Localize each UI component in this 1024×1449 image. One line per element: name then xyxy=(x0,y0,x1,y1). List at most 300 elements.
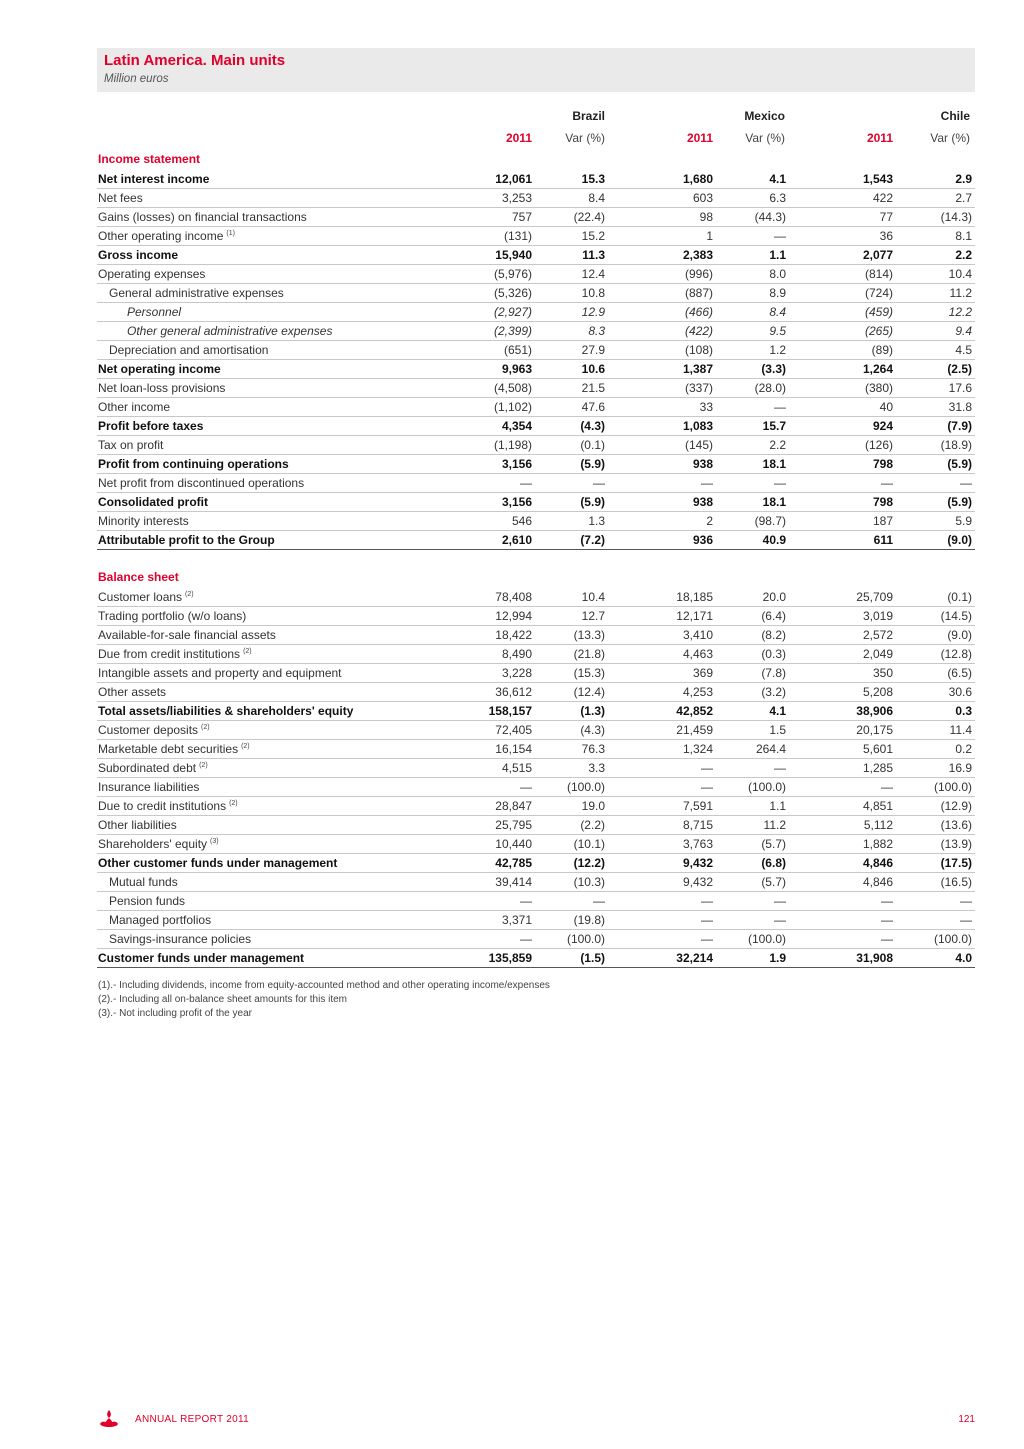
table-cell: (459) xyxy=(864,305,893,319)
table-cell: (1.3) xyxy=(580,704,605,718)
column-var-brazil: Var (%) xyxy=(565,131,605,145)
row-label-text: Depreciation and amortisation xyxy=(109,343,269,357)
table-row xyxy=(97,226,975,246)
table-cell: 264.4 xyxy=(755,742,786,756)
table-cell: 1.9 xyxy=(769,951,786,965)
table-cell: 3,019 xyxy=(862,609,893,623)
table-cell: 42,785 xyxy=(495,856,532,870)
table-row xyxy=(97,207,975,227)
table-cell: 76.3 xyxy=(581,742,605,756)
table-cell: 1.1 xyxy=(769,248,786,262)
table-cell: 422 xyxy=(872,191,893,205)
table-cell: (98.7) xyxy=(754,514,786,528)
table-header-box xyxy=(97,48,975,92)
table-cell: 10.4 xyxy=(581,590,605,604)
table-cell: (145) xyxy=(684,438,713,452)
table-row xyxy=(97,644,975,664)
table-cell: 4,463 xyxy=(682,647,713,661)
table-cell: 0.2 xyxy=(955,742,972,756)
table-cell: 546 xyxy=(511,514,532,528)
row-label xyxy=(98,381,225,395)
table-cell: (5.9) xyxy=(947,457,972,471)
table-cell: (2.2) xyxy=(580,818,605,832)
table-cell: 8.9 xyxy=(769,286,786,300)
table-cell: — xyxy=(520,476,532,490)
table-cell: 36 xyxy=(879,229,893,243)
table-cell: 8.4 xyxy=(769,305,786,319)
table-row xyxy=(97,872,975,892)
table-cell: (1.5) xyxy=(580,951,605,965)
table-cell: 10.4 xyxy=(948,267,972,281)
table-cell: 15.2 xyxy=(581,229,605,243)
table-cell: 12.9 xyxy=(581,305,605,319)
table-cell: 187 xyxy=(872,514,893,528)
table-cell: — xyxy=(593,476,605,490)
table-cell: (5.9) xyxy=(947,495,972,509)
table-cell: 8.3 xyxy=(588,324,605,338)
table-cell: 11.4 xyxy=(949,723,972,737)
row-label-text: Pension funds xyxy=(109,894,186,908)
table-cell: 8,715 xyxy=(682,818,713,832)
row-label-text: Profit before taxes xyxy=(98,419,204,433)
table-cell: (100.0) xyxy=(566,780,605,794)
row-label-text: Customer loans xyxy=(98,590,183,604)
footnote-3: (3).- Not including profit of the year xyxy=(98,1008,252,1019)
footnote-ref: (2) xyxy=(201,724,210,731)
table-cell: 1.1 xyxy=(769,799,786,813)
table-cell: 9,963 xyxy=(501,362,532,376)
table-cell: 5,601 xyxy=(862,742,893,756)
footnote-ref: (2) xyxy=(241,743,250,750)
table-cell: 1.2 xyxy=(769,343,786,357)
row-label-text: Due from credit institutions xyxy=(98,647,241,661)
row-label-text: Other assets xyxy=(98,685,167,699)
row-label xyxy=(98,666,342,680)
table-cell: 21,459 xyxy=(676,723,713,737)
table-cell: (18.9) xyxy=(940,438,972,452)
table-cell: 12.7 xyxy=(581,609,605,623)
table-cell: — xyxy=(881,894,893,908)
table-cell: 72,405 xyxy=(495,723,532,737)
table-cell: 9,432 xyxy=(682,856,713,870)
table-cell: (814) xyxy=(864,267,893,281)
table-cell: 2 xyxy=(706,514,713,528)
row-label-text: Other general administrative expenses xyxy=(127,324,333,338)
table-cell: 798 xyxy=(872,457,893,471)
santander-flame-icon xyxy=(98,1408,120,1430)
table-cell: (100.0) xyxy=(566,932,605,946)
table-cell: 6.3 xyxy=(769,191,786,205)
table-cell: (651) xyxy=(503,343,532,357)
table-cell: (28.0) xyxy=(754,381,786,395)
row-label xyxy=(98,761,208,775)
table-row xyxy=(97,739,975,759)
table-cell: — xyxy=(701,932,713,946)
table-cell: — xyxy=(520,894,532,908)
table-cell: 3,253 xyxy=(501,191,532,205)
row-label xyxy=(98,837,219,851)
table-cell: (6.8) xyxy=(761,856,786,870)
table-row xyxy=(97,492,975,512)
table-row xyxy=(97,530,975,550)
table-cell: 32,214 xyxy=(676,951,713,965)
table-cell: (44.3) xyxy=(754,210,786,224)
footnote-ref: (3) xyxy=(210,838,219,845)
row-label-text: Tax on profit xyxy=(98,438,164,452)
table-cell: (126) xyxy=(864,438,893,452)
table-cell: 3,410 xyxy=(682,628,713,642)
table-cell: 40 xyxy=(879,400,893,414)
row-label xyxy=(98,362,221,376)
table-cell: 8,490 xyxy=(501,647,532,661)
table-row xyxy=(97,701,975,721)
table-cell: 15,940 xyxy=(495,248,532,262)
table-cell: 11.3 xyxy=(582,248,605,262)
table-cell: 4.0 xyxy=(955,951,972,965)
table-cell: 1,882 xyxy=(862,837,893,851)
table-row xyxy=(97,283,975,303)
table-row xyxy=(97,834,975,854)
table-cell: 9.4 xyxy=(955,324,972,338)
table-cell: (12.9) xyxy=(940,799,972,813)
column-country-chile: Chile xyxy=(940,109,970,123)
table-cell: 31,908 xyxy=(856,951,893,965)
table-cell: 8.0 xyxy=(769,267,786,281)
table-cell: 25,709 xyxy=(856,590,893,604)
table-cell: — xyxy=(774,400,786,414)
table-cell: 16.9 xyxy=(948,761,972,775)
table-row xyxy=(97,188,975,208)
table-cell: 757 xyxy=(511,210,532,224)
table-cell: 1,083 xyxy=(682,419,713,433)
row-label-text: Net interest income xyxy=(98,172,210,186)
table-row xyxy=(97,264,975,284)
table-row xyxy=(97,245,975,265)
table-cell: 2,610 xyxy=(501,533,532,547)
row-label-text: Other operating income xyxy=(98,229,224,243)
table-cell: 4,354 xyxy=(501,419,532,433)
table-cell: 4.1 xyxy=(769,172,786,186)
table-cell: 4,846 xyxy=(862,856,893,870)
table-row xyxy=(97,777,975,797)
row-label-text: Shareholders' equity xyxy=(98,837,208,851)
row-label xyxy=(98,400,170,414)
row-label-text: Subordinated debt xyxy=(98,761,197,775)
column-var-chile: Var (%) xyxy=(930,131,970,145)
row-label xyxy=(109,894,185,908)
table-cell: (14.3) xyxy=(940,210,972,224)
table-row xyxy=(97,359,975,379)
row-label-text: Customer deposits xyxy=(98,723,199,737)
table-cell: 3.3 xyxy=(588,761,605,775)
table-cell: (7.2) xyxy=(580,533,605,547)
row-label-text: Savings-insurance policies xyxy=(109,932,252,946)
row-label xyxy=(98,818,177,832)
footnote-ref: (2) xyxy=(243,648,252,655)
table-cell: 36,612 xyxy=(495,685,532,699)
table-row xyxy=(97,416,975,436)
table-cell: (887) xyxy=(684,286,713,300)
table-cell: (19.8) xyxy=(573,913,605,927)
table-row xyxy=(97,663,975,683)
table-cell: 2,049 xyxy=(862,647,893,661)
table-row xyxy=(97,853,975,873)
row-label-text: Gross income xyxy=(98,248,179,262)
table-cell: 8.4 xyxy=(588,191,605,205)
table-cell: 40.9 xyxy=(762,533,786,547)
table-cell: 2.2 xyxy=(769,438,786,452)
table-cell: 5.9 xyxy=(955,514,972,528)
row-label-text: Managed portfolios xyxy=(109,913,212,927)
table-cell: (2.5) xyxy=(947,362,972,376)
row-label xyxy=(98,514,189,528)
table-cell: 25,795 xyxy=(495,818,532,832)
row-label xyxy=(98,267,205,281)
table-cell: 18,185 xyxy=(676,590,713,604)
footnote-ref: (2) xyxy=(199,762,208,769)
row-label xyxy=(98,533,275,547)
table-cell: 39,414 xyxy=(495,875,532,889)
row-label-text: Due to credit institutions xyxy=(98,799,227,813)
row-label-text: Minority interests xyxy=(98,514,189,528)
table-row xyxy=(97,473,975,493)
table-cell: (15.3) xyxy=(573,666,605,680)
table-cell: 12,171 xyxy=(676,609,713,623)
column-country-mexico: Mexico xyxy=(744,109,785,123)
table-cell: — xyxy=(701,476,713,490)
table-cell: (13.6) xyxy=(940,818,972,832)
row-label xyxy=(98,172,209,186)
table-cell: 27.9 xyxy=(581,343,605,357)
table-cell: (1,198) xyxy=(493,438,532,452)
table-cell: 1,324 xyxy=(682,742,713,756)
table-cell: (5,326) xyxy=(493,286,532,300)
table-cell: 611 xyxy=(873,533,893,547)
table-cell: 4,253 xyxy=(682,685,713,699)
table-cell: (13.9) xyxy=(940,837,972,851)
row-label xyxy=(127,324,332,338)
table-row xyxy=(97,378,975,398)
table-cell: 5,112 xyxy=(863,818,893,832)
table-cell: (100.0) xyxy=(747,932,786,946)
row-label xyxy=(98,229,235,243)
row-label-text: Net fees xyxy=(98,191,143,205)
row-label xyxy=(98,210,307,224)
table-cell: 8.1 xyxy=(955,229,972,243)
row-label-text: Available-for-sale financial assets xyxy=(98,628,276,642)
row-label xyxy=(98,419,203,433)
table-cell: (2,399) xyxy=(493,324,532,338)
column-year-mexico: 2011 xyxy=(686,131,713,145)
row-label xyxy=(98,590,194,604)
row-label xyxy=(98,476,304,490)
row-label xyxy=(109,343,268,357)
table-cell: 18.1 xyxy=(762,457,786,471)
table-cell: 47.6 xyxy=(581,400,605,414)
row-label xyxy=(109,286,284,300)
column-var-mexico: Var (%) xyxy=(745,131,785,145)
table-cell: (22.4) xyxy=(573,210,605,224)
table-cell: 4,846 xyxy=(862,875,893,889)
table-cell: — xyxy=(774,761,786,775)
row-label-text: Net profit from discontinued operations xyxy=(98,476,305,490)
table-row xyxy=(97,511,975,531)
table-cell: — xyxy=(701,894,713,908)
table-cell: 4,515 xyxy=(501,761,532,775)
table-cell: 38,906 xyxy=(856,704,893,718)
row-label-text: General administrative expenses xyxy=(109,286,284,300)
footnote-ref: (2) xyxy=(185,591,194,598)
table-cell: — xyxy=(960,894,972,908)
table-cell: 924 xyxy=(872,419,893,433)
table-row xyxy=(97,435,975,455)
table-cell: 10.6 xyxy=(581,362,605,376)
table-cell: (14.5) xyxy=(940,609,972,623)
table-cell: (12.8) xyxy=(940,647,972,661)
column-year-brazil: 2011 xyxy=(505,131,532,145)
table-cell: (337) xyxy=(684,381,713,395)
table-cell: 603 xyxy=(692,191,713,205)
table-cell: (2,927) xyxy=(493,305,532,319)
row-label-text: Total assets/liabilities & shareholders' equity xyxy=(98,704,354,718)
table-cell: 1 xyxy=(706,229,713,243)
table-cell: — xyxy=(960,476,972,490)
row-label xyxy=(98,780,199,794)
table-cell: 98 xyxy=(699,210,713,224)
footnote-ref: (2) xyxy=(229,800,238,807)
table-cell: (380) xyxy=(864,381,893,395)
table-cell: 9,432 xyxy=(682,875,713,889)
row-label xyxy=(98,457,289,471)
row-label-text: Net loan-loss provisions xyxy=(98,381,226,395)
table-cell: 18.1 xyxy=(762,495,786,509)
column-year-chile: 2011 xyxy=(866,131,893,145)
table-row xyxy=(97,169,975,189)
row-label-text: Trading portfolio (w/o loans) xyxy=(98,609,247,623)
table-cell: 1,264 xyxy=(862,362,893,376)
table-cell: (422) xyxy=(684,324,713,338)
row-label xyxy=(109,913,211,927)
section-balance-sheet: Balance sheet xyxy=(98,570,179,584)
table-row xyxy=(97,929,975,949)
table-cell: (4.3) xyxy=(580,723,605,737)
table-cell: — xyxy=(701,780,713,794)
page-title: Latin America. Main units xyxy=(104,52,286,69)
table-cell: 31.8 xyxy=(948,400,972,414)
table-cell: 158,157 xyxy=(488,704,532,718)
table-cell: 2.2 xyxy=(955,248,972,262)
table-cell: (265) xyxy=(864,324,893,338)
table-cell: (6.5) xyxy=(947,666,972,680)
row-label xyxy=(98,799,238,813)
row-label xyxy=(98,742,250,756)
table-cell: 2.7 xyxy=(955,191,972,205)
table-row xyxy=(97,720,975,740)
table-cell: — xyxy=(960,913,972,927)
table-row xyxy=(97,815,975,835)
table-cell: 3,156 xyxy=(501,457,532,471)
table-cell: 2,077 xyxy=(862,248,893,262)
row-label-text: Insurance liabilities xyxy=(98,780,200,794)
table-cell: (7.9) xyxy=(947,419,972,433)
table-cell: (100.0) xyxy=(933,932,972,946)
table-row xyxy=(97,891,975,911)
table-cell: 20,175 xyxy=(856,723,893,737)
row-label-text: Other liabilities xyxy=(98,818,177,832)
table-cell: 938 xyxy=(692,457,713,471)
table-cell: (4,508) xyxy=(493,381,532,395)
table-cell: 12.4 xyxy=(581,267,605,281)
row-label xyxy=(98,628,276,642)
table-cell: 7,591 xyxy=(682,799,713,813)
table-cell: 30.6 xyxy=(948,685,972,699)
footnote-ref: (1) xyxy=(226,230,235,237)
table-row xyxy=(97,454,975,474)
row-label xyxy=(127,305,181,319)
table-cell: 1,387 xyxy=(682,362,713,376)
table-cell: 78,408 xyxy=(495,590,532,604)
table-row xyxy=(97,948,975,968)
column-country-brazil: Brazil xyxy=(572,109,605,123)
table-row xyxy=(97,606,975,626)
table-cell: — xyxy=(774,913,786,927)
table-cell: (108) xyxy=(684,343,713,357)
table-cell: 1.3 xyxy=(588,514,605,528)
row-label-text: Gains (losses) on financial transactions xyxy=(98,210,307,224)
table-cell: 1.5 xyxy=(769,723,786,737)
table-row xyxy=(97,321,975,341)
table-cell: (100.0) xyxy=(933,780,972,794)
table-cell: 0.3 xyxy=(955,704,972,718)
table-cell: (10.1) xyxy=(573,837,605,851)
table-row xyxy=(97,397,975,417)
table-cell: 12,994 xyxy=(495,609,532,623)
row-label-text: Profit from continuing operations xyxy=(98,457,289,471)
row-label xyxy=(98,438,163,452)
table-cell: 3,228 xyxy=(501,666,532,680)
table-row xyxy=(97,796,975,816)
row-label-text: Marketable debt securities xyxy=(98,742,239,756)
table-cell: 15.7 xyxy=(762,419,786,433)
table-row xyxy=(97,302,975,322)
row-label xyxy=(98,647,252,661)
table-cell: 4.5 xyxy=(955,343,972,357)
table-cell: 798 xyxy=(872,495,893,509)
row-label-text: Other customer funds under management xyxy=(98,856,338,870)
table-cell: (0.3) xyxy=(761,647,786,661)
row-label-text: Personnel xyxy=(127,305,182,319)
table-cell: (9.0) xyxy=(947,533,972,547)
table-cell: (996) xyxy=(684,267,713,281)
table-cell: — xyxy=(520,780,532,794)
table-cell: (16.5) xyxy=(940,875,972,889)
table-cell: 18,422 xyxy=(495,628,532,642)
row-label-text: Attributable profit to the Group xyxy=(98,533,275,547)
table-cell: (131) xyxy=(503,229,532,243)
footnote-2: (2).- Including all on-balance sheet amounts for this item xyxy=(98,994,348,1005)
row-label xyxy=(98,191,143,205)
row-label xyxy=(98,495,208,509)
table-cell: 1,543 xyxy=(862,172,893,186)
table-cell: 1,285 xyxy=(862,761,893,775)
table-cell: 2,572 xyxy=(862,628,893,642)
table-cell: (5.9) xyxy=(580,495,605,509)
table-row xyxy=(97,625,975,645)
table-cell: (0.1) xyxy=(580,438,605,452)
table-cell: 15.3 xyxy=(581,172,605,186)
table-cell: 19.0 xyxy=(581,799,605,813)
table-cell: — xyxy=(774,476,786,490)
